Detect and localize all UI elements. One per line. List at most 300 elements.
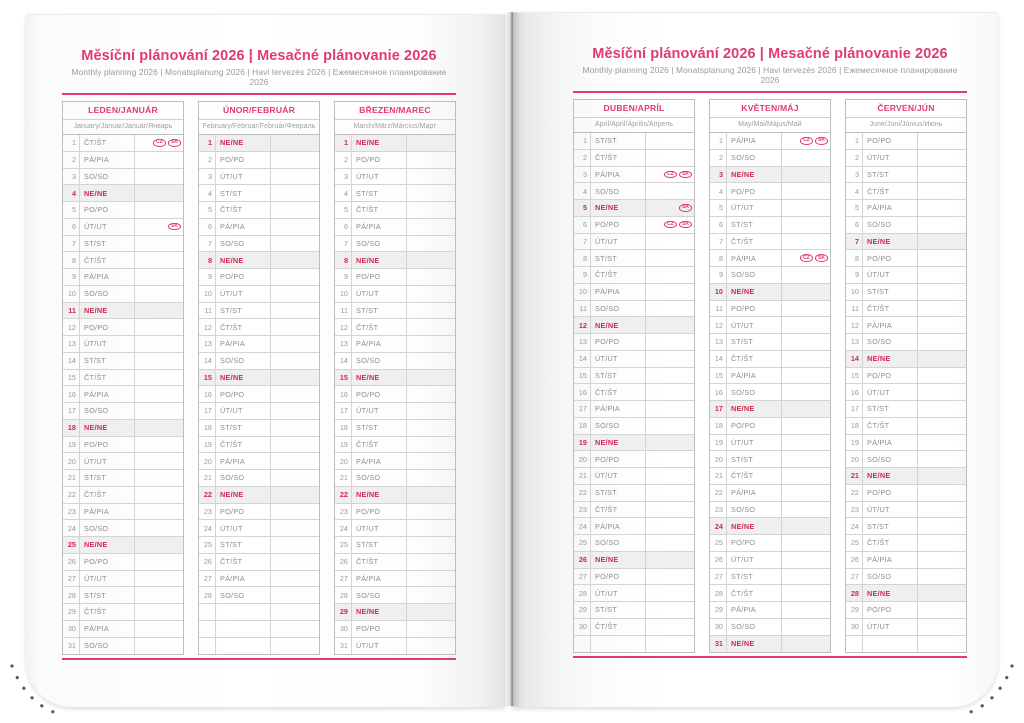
weekday-abbreviation: ÚT/UT [216,286,271,302]
notes-area [782,585,830,601]
weekday-abbreviation: NE/NE [352,370,407,386]
day-number: 31 [710,636,727,653]
notes-area [918,636,966,653]
day-number: 29 [63,604,80,620]
day-row [574,468,694,485]
weekday-abbreviation: ÚT/UT [216,403,271,419]
day-row [63,202,183,219]
day-row [846,552,966,569]
day-number: 4 [710,183,727,199]
day-row [199,219,319,236]
day-row [199,571,319,588]
day-row [574,552,694,569]
day-row [335,386,455,403]
weekday-abbreviation: NE/NE [863,468,918,484]
weekday-abbreviation: NE/NE [216,487,271,503]
weekday-abbreviation: ČT/ŠT [591,502,646,518]
notes-area [646,217,694,233]
day-number: 16 [335,386,352,402]
day-row [574,368,694,385]
day-row [335,319,455,336]
day-row [574,535,694,552]
day-number: 6 [710,217,727,233]
notes-area [646,183,694,199]
day-row [199,453,319,470]
day-row [63,470,183,487]
day-row [63,185,183,202]
day-row [335,252,455,269]
day-number: 10 [335,286,352,302]
month-languages: May/Mai/Május/Май [710,118,830,133]
notes-area [271,537,319,553]
page-title: Měsíční plánování 2026 | Mesačné plánovanie 2026 [592,46,948,62]
weekday-abbreviation: ČT/ŠT [80,604,135,620]
day-number: 18 [335,420,352,436]
day-number [199,604,216,620]
day-row [199,269,319,286]
weekday-abbreviation: SO/SO [352,353,407,369]
day-row [199,252,319,269]
day-row [846,451,966,468]
day-row [335,604,455,621]
notes-area [918,368,966,384]
notes-area [782,418,830,434]
day-number: 23 [574,502,591,518]
day-row [199,386,319,403]
weekday-abbreviation [216,638,271,655]
notes-area [135,236,183,252]
day-row [63,420,183,437]
weekday-abbreviation: NE/NE [80,420,135,436]
notes-area [918,284,966,300]
day-row [199,587,319,604]
sk-holiday-badge-icon: SK [679,221,692,229]
day-number: 17 [846,401,863,417]
day-number: 15 [199,370,216,386]
month-languages: March/März/Március/Март [335,120,455,135]
notes-area [135,453,183,469]
day-row [710,317,830,334]
day-number: 10 [199,286,216,302]
day-row [710,636,830,653]
day-number: 10 [63,286,80,302]
notes-area [646,485,694,501]
weekday-abbreviation: PO/PO [863,485,918,501]
day-row [63,604,183,621]
weekday-abbreviation: PO/PO [352,269,407,285]
day-number: 16 [710,384,727,400]
day-number: 22 [846,485,863,501]
day-number: 25 [199,537,216,553]
day-row [335,303,455,320]
notes-area [918,518,966,534]
page-left [26,14,505,707]
notes-area [135,504,183,520]
notes-area [271,353,319,369]
notes-area [407,303,455,319]
notes-area [918,569,966,585]
day-row [574,133,694,150]
day-row [63,487,183,504]
weekday-abbreviation: ÚT/UT [863,502,918,518]
notes-area [646,602,694,618]
weekday-abbreviation: NE/NE [727,167,782,183]
notes-area [135,135,183,151]
weekday-abbreviation: PO/PO [727,535,782,551]
title-rule [62,93,456,95]
day-number: 15 [63,370,80,386]
day-row [710,585,830,602]
notes-area [782,552,830,568]
weekday-abbreviation: NE/NE [80,537,135,553]
weekday-abbreviation: SO/SO [591,301,646,317]
cz-holiday-badge-icon: CZ [800,137,813,145]
notes-area [918,250,966,266]
day-number: 14 [63,353,80,369]
notes-area [782,468,830,484]
notes-area [782,183,830,199]
day-number: 20 [574,451,591,467]
notes-area [918,351,966,367]
notes-area [918,234,966,250]
day-number: 6 [335,219,352,235]
notes-area [407,638,455,655]
day-number: 19 [574,435,591,451]
day-row [335,202,455,219]
day-row [63,437,183,454]
day-number: 9 [574,267,591,283]
weekday-abbreviation: SO/SO [863,334,918,350]
day-row [63,520,183,537]
weekday-abbreviation: SO/SO [216,470,271,486]
day-number: 19 [199,437,216,453]
day-number: 3 [63,169,80,185]
weekday-abbreviation: PÁ/PIA [591,284,646,300]
notes-area [407,504,455,520]
weekday-abbreviation: ČT/ŠT [80,487,135,503]
weekday-abbreviation: PÁ/PIA [863,317,918,333]
day-number: 12 [574,317,591,333]
day-number: 22 [199,487,216,503]
notes-area [135,487,183,503]
notes-area [646,636,694,653]
weekday-abbreviation: ČT/ŠT [863,418,918,434]
day-row [199,303,319,320]
day-row [335,453,455,470]
day-row [710,418,830,435]
month-rows [63,135,183,654]
weekday-abbreviation: SO/SO [863,217,918,233]
weekday-abbreviation: ČT/ŠT [591,267,646,283]
day-number: 5 [199,202,216,218]
notes-area [135,336,183,352]
notes-area [407,587,455,603]
notes-area [271,504,319,520]
notes-area [646,569,694,585]
day-number: 18 [63,420,80,436]
notes-area [271,135,319,151]
weekday-abbreviation: ÚT/UT [80,453,135,469]
day-row [846,351,966,368]
day-number: 11 [335,303,352,319]
notes-area [271,152,319,168]
notes-area [918,401,966,417]
month-languages: February/Februar/Február/Февраль [199,120,319,135]
day-number: 12 [63,319,80,335]
weekday-abbreviation: PÁ/PIA [727,368,782,384]
title-rule [573,91,967,93]
day-number: 30 [846,619,863,635]
weekday-abbreviation: ČT/ŠT [352,319,407,335]
day-row [574,250,694,267]
notes-area [646,401,694,417]
notes-area [646,418,694,434]
day-row [63,135,183,152]
day-number: 11 [199,303,216,319]
day-row [574,351,694,368]
weekday-abbreviation: ČT/ŠT [80,135,135,151]
bottom-rule [62,658,456,660]
weekday-abbreviation: SO/SO [727,619,782,635]
weekday-abbreviation: ST/ST [80,587,135,603]
notes-area [782,602,830,618]
day-number: 6 [574,217,591,233]
day-number: 22 [335,487,352,503]
weekday-abbreviation: SO/SO [352,236,407,252]
notes-area [782,368,830,384]
weekday-abbreviation: ÚT/UT [352,286,407,302]
day-number: 26 [335,554,352,570]
day-number: 11 [846,301,863,317]
day-row [199,135,319,152]
weekday-abbreviation: PO/PO [80,437,135,453]
day-row [335,554,455,571]
day-number: 24 [574,518,591,534]
notes-area [271,571,319,587]
weekday-abbreviation: ST/ST [591,133,646,149]
notes-area [407,571,455,587]
weekday-abbreviation: PÁ/PIA [216,219,271,235]
weekday-abbreviation: ST/ST [863,518,918,534]
day-number: 24 [335,520,352,536]
notes-area [271,470,319,486]
day-number: 14 [710,351,727,367]
weekday-abbreviation: PO/PO [216,504,271,520]
day-number: 22 [63,487,80,503]
day-row [846,585,966,602]
notes-area [407,236,455,252]
notes-area [271,604,319,620]
weekday-abbreviation: ČT/ŠT [352,554,407,570]
weekday-abbreviation: NE/NE [591,200,646,216]
weekday-abbreviation: PÁ/PIA [863,552,918,568]
weekday-abbreviation: PO/PO [727,301,782,317]
notes-area [271,420,319,436]
day-number [199,638,216,655]
day-row [846,619,966,636]
notes-area [135,520,183,536]
weekday-abbreviation: ČT/ŠT [80,370,135,386]
notes-area [646,502,694,518]
notes-area [135,621,183,637]
page-left-content [62,15,456,660]
weekday-abbreviation: ST/ST [727,569,782,585]
weekday-abbreviation: ST/ST [216,420,271,436]
day-number: 11 [710,301,727,317]
day-number: 2 [63,152,80,168]
day-row [63,319,183,336]
notes-area [135,420,183,436]
weekday-abbreviation: ÚT/UT [863,267,918,283]
book-spine [504,12,520,706]
day-number: 12 [710,317,727,333]
empty-row [199,604,319,621]
day-row [574,234,694,251]
day-number: 21 [710,468,727,484]
notes-area [271,487,319,503]
weekday-abbreviation: SO/SO [80,286,135,302]
weekday-abbreviation: PÁ/PIA [80,504,135,520]
day-row [335,152,455,169]
weekday-abbreviation: SO/SO [591,183,646,199]
day-row [199,185,319,202]
day-row [335,487,455,504]
day-number: 25 [335,537,352,553]
day-number: 2 [574,150,591,166]
notes-area [135,353,183,369]
notes-area [271,336,319,352]
weekday-abbreviation: PÁ/PIA [863,200,918,216]
notes-area [782,317,830,333]
weekday-abbreviation [216,604,271,620]
day-number: 8 [199,252,216,268]
weekday-abbreviation: PÁ/PIA [80,386,135,402]
weekday-abbreviation: ST/ST [863,401,918,417]
day-row [199,169,319,186]
weekday-abbreviation: PÁ/PIA [727,485,782,501]
day-number: 23 [63,504,80,520]
day-number: 28 [710,585,727,601]
day-number: 27 [199,571,216,587]
notes-area [271,587,319,603]
weekday-abbreviation: PO/PO [863,133,918,149]
day-number: 13 [335,336,352,352]
notes-area [782,334,830,350]
notes-area [407,604,455,620]
day-row [574,317,694,334]
weekday-abbreviation: PO/PO [80,202,135,218]
day-row [63,303,183,320]
weekday-abbreviation: ČT/ŠT [727,468,782,484]
day-number: 19 [63,437,80,453]
notes-area [407,554,455,570]
notes-area [782,636,830,653]
weekday-abbreviation: ST/ST [352,185,407,201]
weekday-abbreviation: PO/PO [591,569,646,585]
weekday-abbreviation: PÁ/PIA [591,167,646,183]
day-number: 19 [335,437,352,453]
day-row [335,169,455,186]
day-row [574,200,694,217]
day-row [710,368,830,385]
day-number: 2 [710,150,727,166]
day-number: 16 [63,386,80,402]
day-row [199,353,319,370]
day-number [199,621,216,637]
notes-area [271,269,319,285]
day-row [710,234,830,251]
day-row [710,569,830,586]
weekday-abbreviation: NE/NE [352,604,407,620]
notes-area [918,267,966,283]
notes-area [918,334,966,350]
day-number: 4 [846,183,863,199]
notes-area [407,453,455,469]
weekday-abbreviation: PO/PO [727,183,782,199]
day-row [335,571,455,588]
day-row [846,334,966,351]
day-row [710,267,830,284]
day-number: 13 [63,336,80,352]
notes-area [271,286,319,302]
day-row [710,250,830,267]
weekday-abbreviation: ST/ST [863,167,918,183]
notes-area [782,451,830,467]
weekday-abbreviation: ČT/ŠT [352,437,407,453]
notes-area [918,552,966,568]
weekday-abbreviation: PO/PO [216,269,271,285]
notes-area [782,250,830,266]
weekday-abbreviation: ÚT/UT [80,571,135,587]
weekday-abbreviation: ÚT/UT [727,200,782,216]
day-number: 26 [199,554,216,570]
day-number: 28 [335,587,352,603]
day-row [199,420,319,437]
day-number: 5 [63,202,80,218]
cz-holiday-badge-icon: CZ [664,171,677,179]
notes-area [646,535,694,551]
weekday-abbreviation: ÚT/UT [727,317,782,333]
notes-area [646,317,694,333]
notes-area [271,185,319,201]
weekday-abbreviation: SO/SO [727,267,782,283]
day-number: 25 [710,535,727,551]
day-row [846,200,966,217]
day-number: 18 [199,420,216,436]
day-row [574,518,694,535]
notes-area [782,133,830,149]
weekday-abbreviation: PO/PO [216,152,271,168]
day-row [63,504,183,521]
day-number: 18 [846,418,863,434]
notes-area [782,535,830,551]
day-number: 10 [846,284,863,300]
notes-area [918,535,966,551]
day-row [846,250,966,267]
day-number: 26 [710,552,727,568]
notes-area [646,301,694,317]
notes-area [918,435,966,451]
day-row [710,167,830,184]
notes-area [407,202,455,218]
notes-area [135,185,183,201]
weekday-abbreviation: NE/NE [591,317,646,333]
notes-area [646,267,694,283]
day-number: 28 [63,587,80,603]
day-row [846,217,966,234]
day-row [574,301,694,318]
day-number: 25 [846,535,863,551]
